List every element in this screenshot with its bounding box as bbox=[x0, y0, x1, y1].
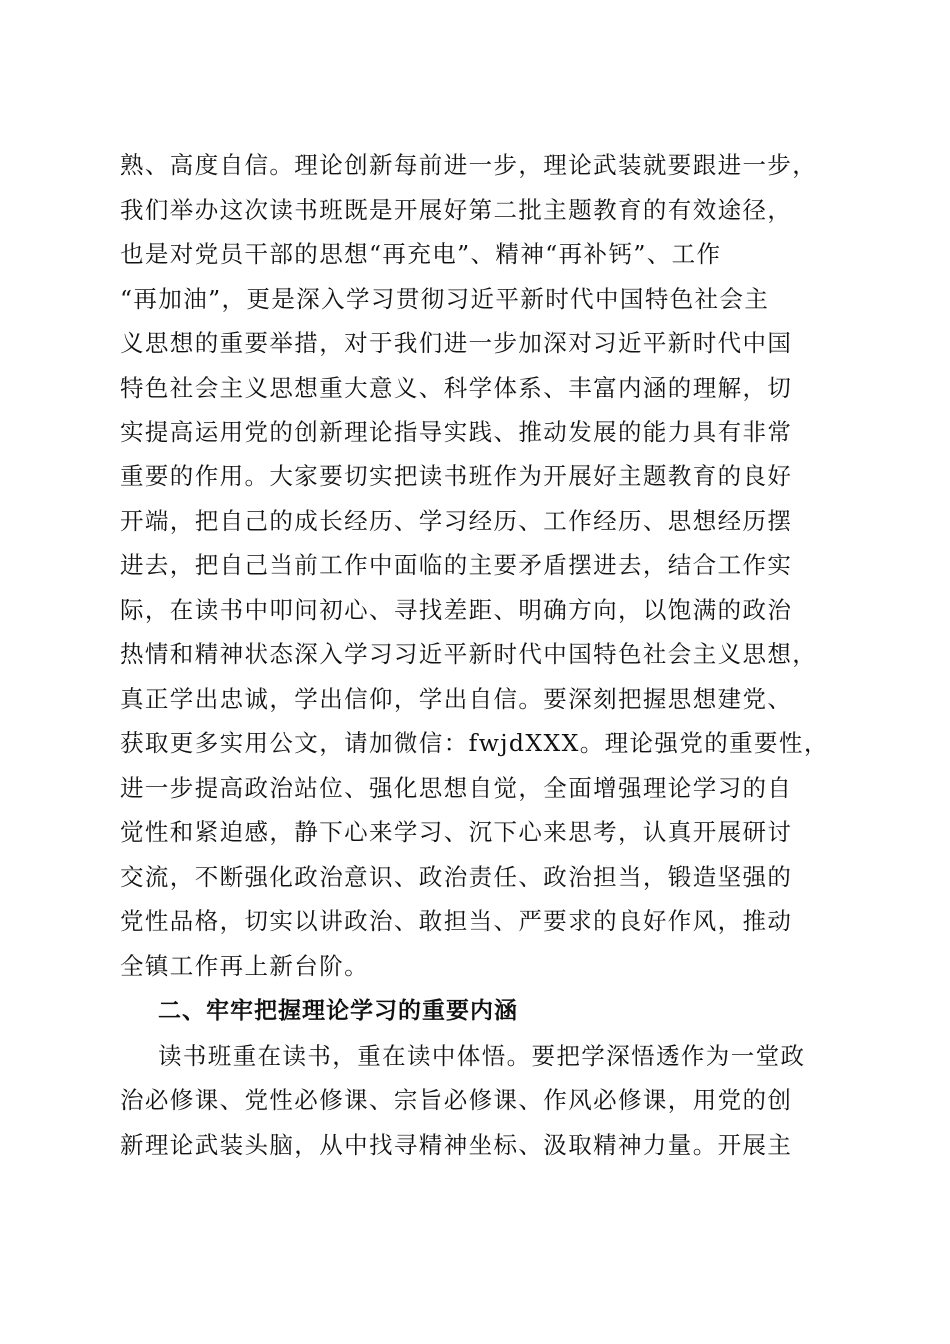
paragraph-1-line: 重要的作用。大家要切实把读书班作为开展好主题教育的良好 bbox=[120, 462, 793, 490]
paragraph-1-line: 真正学出忠诚，学出信仰，学出自信。要深刻把握思想建党、 bbox=[120, 685, 793, 713]
paragraph-1-line: 实提高运用党的创新理论指导实践、推动发展的能力具有非常 bbox=[120, 418, 793, 446]
paragraph-1-line: 全镇工作再上新台阶。 bbox=[120, 952, 369, 980]
paragraph-1-line: 获取更多实用公文，请加微信：fwjdXXX。理论强党的重要性， bbox=[120, 729, 829, 757]
paragraph-1-line: “再加油”，更是深入学习贯彻习近平新时代中国特色社会主 bbox=[120, 285, 770, 313]
paragraph-1-line: 特色社会主义思想重大意义、科学体系、丰富内涵的理解，切 bbox=[120, 374, 793, 402]
paragraph-1-line: 开端，把自己的成长经历、学习经历、工作经历、思想经历摆 bbox=[120, 507, 793, 535]
paragraph-1-line: 交流，不断强化政治意识、政治责任、政治担当，锻造坚强的 bbox=[120, 863, 793, 891]
paragraph-1-line: 热情和精神状态深入学习习近平新时代中国特色社会主义思想， bbox=[120, 640, 818, 668]
paragraph-1-line: 觉性和紧迫感，静下心来学习、沉下心来思考，认真开展研讨 bbox=[120, 818, 793, 846]
paragraph-2-line: 治必修课、党性必修课、宗旨必修课、作风必修课，用党的创 bbox=[120, 1086, 793, 1114]
section-heading: 二、牢牢把握理论学习的重要内涵 bbox=[158, 998, 518, 1024]
paragraph-1-line: 进去，把自己当前工作中面临的主要矛盾摆进去，结合工作实 bbox=[120, 551, 793, 579]
paragraph-1-line: 熟、高度自信。理论创新每前进一步，理论武装就要跟进一步， bbox=[120, 151, 818, 179]
paragraph-1-line: 也是对党员干部的思想“再充电”、精神“再补钙”、工作 bbox=[120, 240, 722, 268]
paragraph-2-line: 读书班重在读书，重在读中体悟。要把学深悟透作为一堂政 bbox=[158, 1042, 806, 1070]
paragraph-1-line: 义思想的重要举措，对于我们进一步加深对习近平新时代中国 bbox=[120, 329, 793, 357]
paragraph-2-line: 新理论武装头脑，从中找寻精神坐标、汲取精神力量。开展主 bbox=[120, 1131, 793, 1159]
paragraph-1-line: 党性品格，切实以讲政治、敢担当、严要求的良好作风，推动 bbox=[120, 907, 793, 935]
paragraph-1-line: 际，在读书中叩问初心、寻找差距、明确方向，以饱满的政治 bbox=[120, 596, 793, 624]
paragraph-1-line: 进一步提高政治站位、强化思想自觉，全面增强理论学习的自 bbox=[120, 774, 793, 802]
paragraph-1-line: 我们举办这次读书班既是开展好第二批主题教育的有效途径， bbox=[120, 196, 793, 224]
